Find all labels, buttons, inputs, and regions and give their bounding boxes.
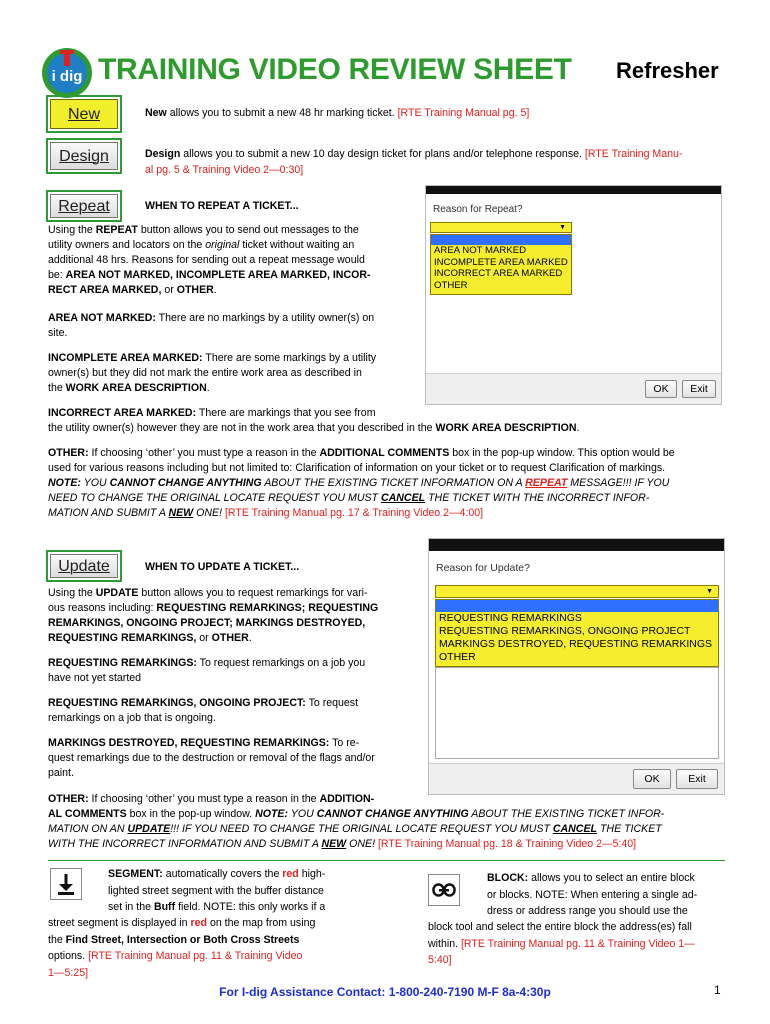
update-option-1[interactable]: REQUESTING REMARKINGS: [439, 612, 582, 624]
new-button-frame: [46, 95, 122, 133]
ongoing-project-def: REQUESTING REMARKINGS, ONGOING PROJECT: To request remarkings on a job that is ongoing.: [48, 697, 359, 724]
segment-text-top: SEGMENT: automatically covers the red high- lighted street segment with the buffer distance set in the Buff field. NOTE: this only works if a: [108, 868, 326, 913]
repeat-option-3[interactable]: INCORRECT AREA MARKED: [434, 268, 563, 279]
segment-tool-button[interactable]: [50, 868, 82, 900]
incorrect-area-marked-def: INCORRECT AREA MARKED: There are markings that you see from the utility owner(s) however they are not in the work area that you described in the WORK AREA DESCRIPTION.: [48, 407, 580, 434]
requesting-remarkings-def: REQUESTING REMARKINGS: To request remarkings on a job you have not yet started: [48, 657, 366, 684]
update-button-frame: [46, 550, 122, 582]
new-button[interactable]: [50, 99, 118, 129]
design-description: [145, 147, 682, 162]
update-ok-button[interactable]: OK: [633, 769, 671, 789]
update-option-4[interactable]: OTHER: [439, 651, 476, 663]
design-button[interactable]: [50, 142, 118, 170]
update-dialog-label: Reason for Update?: [436, 562, 530, 574]
design-button-label: Design: [59, 147, 109, 165]
update-button-label: Update: [58, 557, 110, 575]
highlighted-blank-option[interactable]: [436, 600, 718, 612]
logo-text: i dig: [51, 68, 83, 85]
repeat-other-def: OTHER: If choosing ‘other’ you must type a reason in the ADDITIONAL COMMENTS box in the pop-up window. This option would be used for various reasons including but not limited to: Clarification of information on your ticket or to request Clarification of markings. NOTE: YOU CANNOT CHANGE ANYTHING ABOUT THE EXISTING TICKET INFORMATION ON A REPEAT MESSAGE!!! IF YOU NEED TO CHANGE THE ORIGINAL LOCATE REQUEST YOU MUST CANCEL THE TICKET WITH THE INCORRECT INFOR- MATION AND SUBMIT A NEW ONE! [RTE Training Manual pg. 17 & Training Video 2—4:00]: [48, 447, 675, 519]
repeat-option-1[interactable]: AREA NOT MARKED: [434, 245, 527, 256]
repeat-option-2[interactable]: INCOMPLETE AREA MARKED: [434, 256, 568, 268]
update-dialog: [428, 538, 725, 795]
update-exit-button[interactable]: Exit: [676, 769, 718, 789]
repeat-exit-button[interactable]: Exit: [682, 380, 716, 398]
assistance-contact: For I-dig Assistance Contact: 1-800-240-7190 M-F 8a-4:30p: [219, 985, 551, 999]
new-term: New: [145, 107, 167, 119]
area-not-marked-def: AREA NOT MARKED: There are no markings by a utility owner(s) on site.: [48, 312, 375, 339]
repeat-intro: Using the REPEAT button allows you to send out messages to the utility owners and locators on the original ticket without waiting an additional 48 hrs. Reasons for sending out a repeat message would be: AREA NOT MARKED, INCOMPLETE AREA MARKED, INCOR- RECT AREA MARKED, or OTHER.: [48, 224, 371, 296]
new-text: allows you to submit a new 48 hr marking ticket.: [166, 107, 398, 119]
update-reason-options: [435, 599, 719, 667]
section-divider: [48, 860, 725, 861]
link-icon: [432, 883, 456, 897]
page-title: TRAINING VIDEO REVIEW SHEET: [98, 53, 572, 86]
update-dialog-footer: [429, 763, 724, 794]
update-reason-select[interactable]: [435, 585, 719, 598]
dialog-titlebar: [426, 186, 721, 194]
design-text: allows you to submit a new 10 day design ticket for plans and/or telephone response.: [180, 148, 585, 160]
block-text-bottom: block tool and select the entire block the address(es) fall within. [RTE Training Manual pg. 11 & Training Video 1— 5:40]: [428, 921, 695, 966]
repeat-reason-options: [430, 234, 572, 295]
repeat-button[interactable]: [50, 194, 118, 218]
repeat-dialog: [425, 185, 722, 405]
repeat-heading: WHEN TO REPEAT A TICKET...: [145, 200, 299, 212]
design-ref-1: [RTE Training Manu-: [584, 148, 683, 160]
update-intro: Using the UPDATE button allows you to request remarkings for vari- ous reasons including: REQUESTING REMARKINGS; REQUESTING REMARKINGS, ONGOING PROJECT; MARKINGS DESTROYED, REQUESTING REMARKINGS, or OTHER.: [48, 587, 379, 644]
page-subtitle: Refresher: [616, 58, 719, 83]
repeat-option-4[interactable]: OTHER: [434, 279, 468, 291]
block-tool-button[interactable]: [428, 874, 460, 906]
download-arrow-icon: [55, 872, 77, 896]
chevron-down-icon: ▼: [706, 588, 713, 595]
repeat-dialog-label: Reason for Repeat?: [433, 204, 523, 215]
repeat-ok-button[interactable]: OK: [645, 380, 677, 398]
idig-logo: [40, 46, 94, 100]
incomplete-area-marked-def: INCOMPLETE AREA MARKED: There are some markings by a utility owner(s) but they did not mark the entire work area as described in the WORK AREA DESCRIPTION.: [48, 352, 377, 394]
update-option-3[interactable]: MARKINGS DESTROYED, REQUESTING REMARKINGS: [439, 638, 713, 650]
new-description: [145, 106, 529, 121]
highlighted-blank-option[interactable]: [431, 235, 571, 245]
page-number: 1: [714, 983, 721, 997]
update-button[interactable]: [50, 554, 118, 578]
dialog-titlebar: [429, 539, 724, 551]
update-heading: WHEN TO UPDATE A TICKET...: [145, 561, 300, 573]
update-comments-textarea[interactable]: [435, 667, 719, 759]
design-button-frame: [46, 138, 122, 174]
repeat-button-frame: [46, 190, 122, 222]
update-option-2[interactable]: REQUESTING REMARKINGS, ONGOING PROJECT: [439, 625, 691, 637]
repeat-button-label: Repeat: [58, 197, 110, 215]
design-ref-2: al pg. 5 & Training Video 2—0:30]: [145, 164, 304, 176]
repeat-reason-select[interactable]: [430, 222, 572, 233]
block-text-top: BLOCK: allows you to select an entire block or blocks. NOTE: When entering a single ad- dress or address range you should use the: [487, 872, 698, 917]
new-ref: [RTE Training Manual pg. 5]: [397, 107, 530, 119]
segment-text-bottom: street segment is displayed in red on the map from using the Find Street, Intersection or Both Cross Streets options. [RTE Training Manual pg. 11 & Training Video 1—5:25]: [48, 917, 316, 979]
new-button-label: New: [67, 105, 100, 123]
markings-destroyed-def: MARKINGS DESTROYED, REQUESTING REMARKINGS: To re- quest remarkings due to the destruction or removal of the flags and/or paint.: [48, 737, 375, 779]
repeat-dialog-footer: [426, 373, 721, 404]
design-term: Design: [145, 148, 181, 160]
chevron-down-icon: ▼: [559, 224, 566, 231]
update-other-def: OTHER: If choosing ‘other’ you must type a reason in the ADDITION- AL COMMENTS box in the pop-up window. NOTE: YOU CANNOT CHANGE ANYTHING ABOUT THE EXISTING TICKET INFOR- MATION ON AN UPDATE!!! IF YOU NEED TO CHANGE THE ORIGINAL LOCATE REQUEST YOU MUST CANCEL THE TICKET WITH THE INCORRECT INFORMATION AND SUBMIT A NEW ONE! [RTE Training Manual pg. 18 & Training Video 2—5:40]: [48, 793, 665, 850]
